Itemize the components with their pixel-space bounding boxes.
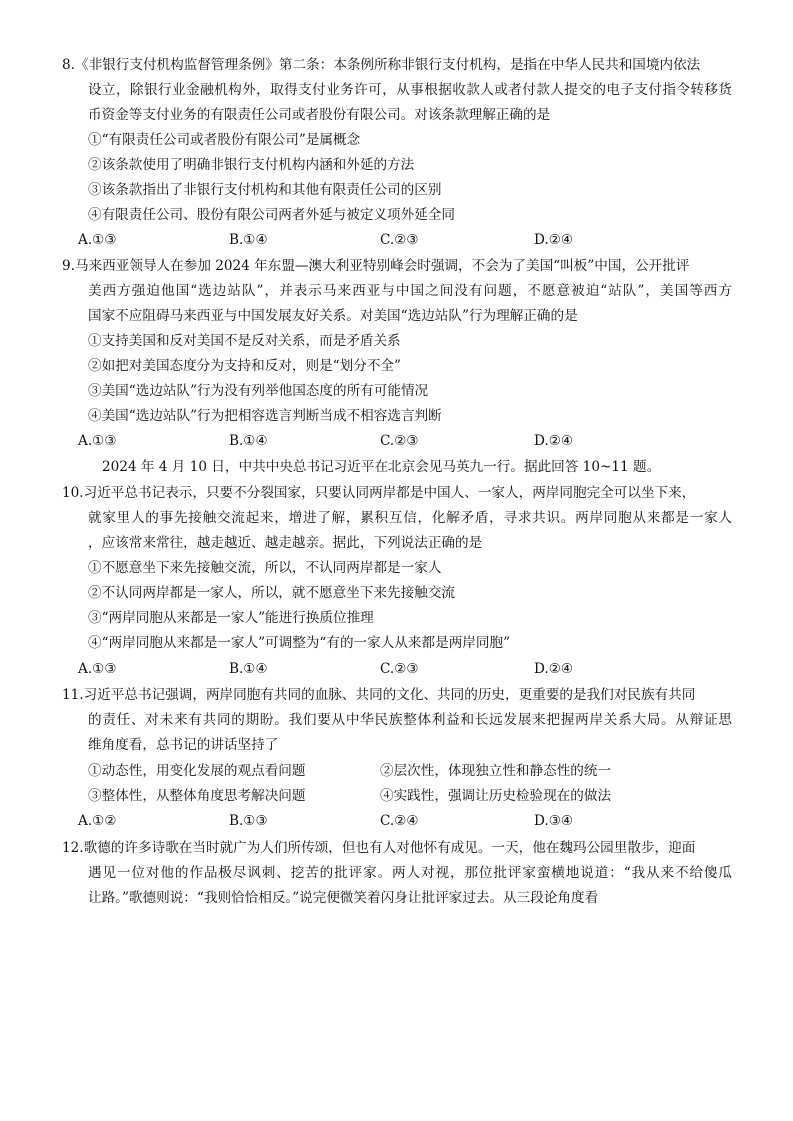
question-9-option-b: B.①④ (229, 433, 268, 449)
question-8-stem-line-2: 设立，除银行业金融机构外，取得支付业务许可，从事根据收款人或者付款人提交的电子支付指令转移货 (88, 82, 732, 98)
question-9-statement-1: ①支持美国和反对美国不是反对关系，而是矛盾关系 (88, 333, 401, 349)
material-intro: 2024 年 4 月 10 日，中共中央总书记习近平在北京会见马英九一行。据此回答 10~11 题。 (102, 459, 661, 475)
question-8-statement-1: ①“有限责任公司或者股份有限公司”是属概念 (88, 132, 361, 148)
question-11-statement-2: ②层次性，体现独立性和静态性的统一 (380, 763, 612, 779)
question-8-statement-4: ④有限责任公司、股份有限公司两者外延与被定义项外延全同 (88, 207, 456, 223)
question-9-option-c: C.②③ (380, 433, 419, 449)
question-10-statement-1: ①不愿意坐下来先接触交流，所以，不认同两岸都是一家人 (88, 560, 442, 576)
question-9-stem-line-1: 9.马来西亚领导人在参加 2024 年东盟—澳大利亚特别峰会时强调，不会为了美国“叫板”中国，公开批评 (62, 258, 690, 274)
question-10-option-c: C.②③ (380, 661, 419, 677)
question-8-option-b: B.①④ (229, 232, 268, 248)
question-11-option-d: D.③④ (534, 813, 574, 829)
question-10-statement-3: ③“两岸同胞从来都是一家人”能进行换质位推理 (88, 610, 374, 626)
question-11-stem-line-2: 的责任、对未来有共同的期盼。我们要从中华民族整体利益和长远发展来把握两岸关系大局。从辩证思 (88, 712, 732, 728)
question-8-statement-2: ②该条款使用了明确非银行支付机构内涵和外延的方法 (88, 157, 415, 173)
question-9-option-d: D.②④ (534, 433, 574, 449)
question-8-option-d: D.②④ (534, 232, 574, 248)
question-11-statement-3: ③整体性，从整体角度思考解决问题 (88, 788, 306, 804)
question-8-option-c: C.②③ (380, 232, 419, 248)
question-10-stem-line-2: 就家里人的事先接触交流起来，增进了解，累积互信，化解矛盾，寻求共识。两岸同胞从来都是一家人 (88, 510, 732, 526)
question-9-statement-3: ③美国“选边站队”行为没有列举他国态度的所有可能情况 (88, 383, 429, 399)
question-10-stem-line-3: ，应该常来常往，越走越近、越走越亲。据此，下列说法正确的是 (88, 535, 483, 551)
question-12-stem-line-2: 遇见一位对他的作品极尽讽刺、挖苦的批评家。两人对视，那位批评家蛮横地说道：“我从来不给傻瓜 (88, 865, 732, 881)
question-11-stem-line-1: 11.习近平总书记强调，两岸同胞有共同的血脉、共同的文化、共同的历史，更重要的是我们对民族有共同 (62, 687, 696, 703)
question-10-statement-2: ②不认同两岸都是一家人，所以，就不愿意坐下来先接触交流 (88, 585, 456, 601)
question-8-stem-line-3: 币资金等支付业务的有限责任公司或者股份有限公司。对该条款理解正确的是 (88, 107, 551, 123)
question-9-statement-2: ②如把对美国态度分为支持和反对，则是“划分不全” (88, 358, 401, 374)
question-10-option-b: B.①④ (229, 661, 268, 677)
question-9-stem-line-2: 美西方强迫他国“选边站队”，并表示马来西亚与中国之间没有问题，不愿意被迫“站队”，美国等西方 (88, 283, 732, 299)
question-11-statement-1: ①动态性，用变化发展的观点看问题 (88, 763, 306, 779)
question-12-stem-line-1: 12.歌德的许多诗歌在当时就广为人们所传颂，但也有人对他怀有成见。一天，他在魏玛公园里散步，迎面 (62, 840, 696, 856)
question-10-statement-4: ④“两岸同胞从来都是一家人”可调整为“有的一家人从来都是两岸同胞” (88, 635, 511, 651)
question-9-option-a: A.①③ (78, 433, 117, 449)
question-10-stem-line-1: 10.习近平总书记表示，只要不分裂国家，只要认同两岸都是中国人、一家人，两岸同胞完全可以坐下来， (62, 485, 696, 501)
question-11-option-b: B.①③ (229, 813, 268, 829)
question-10-option-a: A.①③ (78, 661, 117, 677)
question-12-stem-line-3: 让路。”歌德则说：“我则恰恰相反。”说完便微笑着闪身让批评家过去。从三段论角度看 (88, 890, 599, 906)
question-10-option-d: D.②④ (534, 661, 574, 677)
question-11-stem-line-3: 维角度看，总书记的讲话坚持了 (88, 737, 279, 753)
question-8-stem-line-1: 8.《非银行支付机构监督管理条例》第二条：本条例所称非银行支付机构，是指在中华人民共和国境内依法 (62, 57, 701, 73)
question-8-statement-3: ③该条款指出了非银行支付机构和其他有限责任公司的区别 (88, 182, 442, 198)
question-9-statement-4: ④美国“选边站队”行为把相容选言判断当成不相容选言判断 (88, 408, 442, 424)
question-11-statement-4: ④实践性，强调让历史检验现在的做法 (380, 788, 612, 804)
question-11-option-c: C.②④ (380, 813, 419, 829)
question-9-stem-line-3: 国家不应阻碍马来西亚与中国发展友好关系。对美国“选边站队”行为理解正确的是 (88, 308, 578, 324)
question-11-option-a: A.①② (78, 813, 117, 829)
question-8-option-a: A.①③ (78, 232, 117, 248)
